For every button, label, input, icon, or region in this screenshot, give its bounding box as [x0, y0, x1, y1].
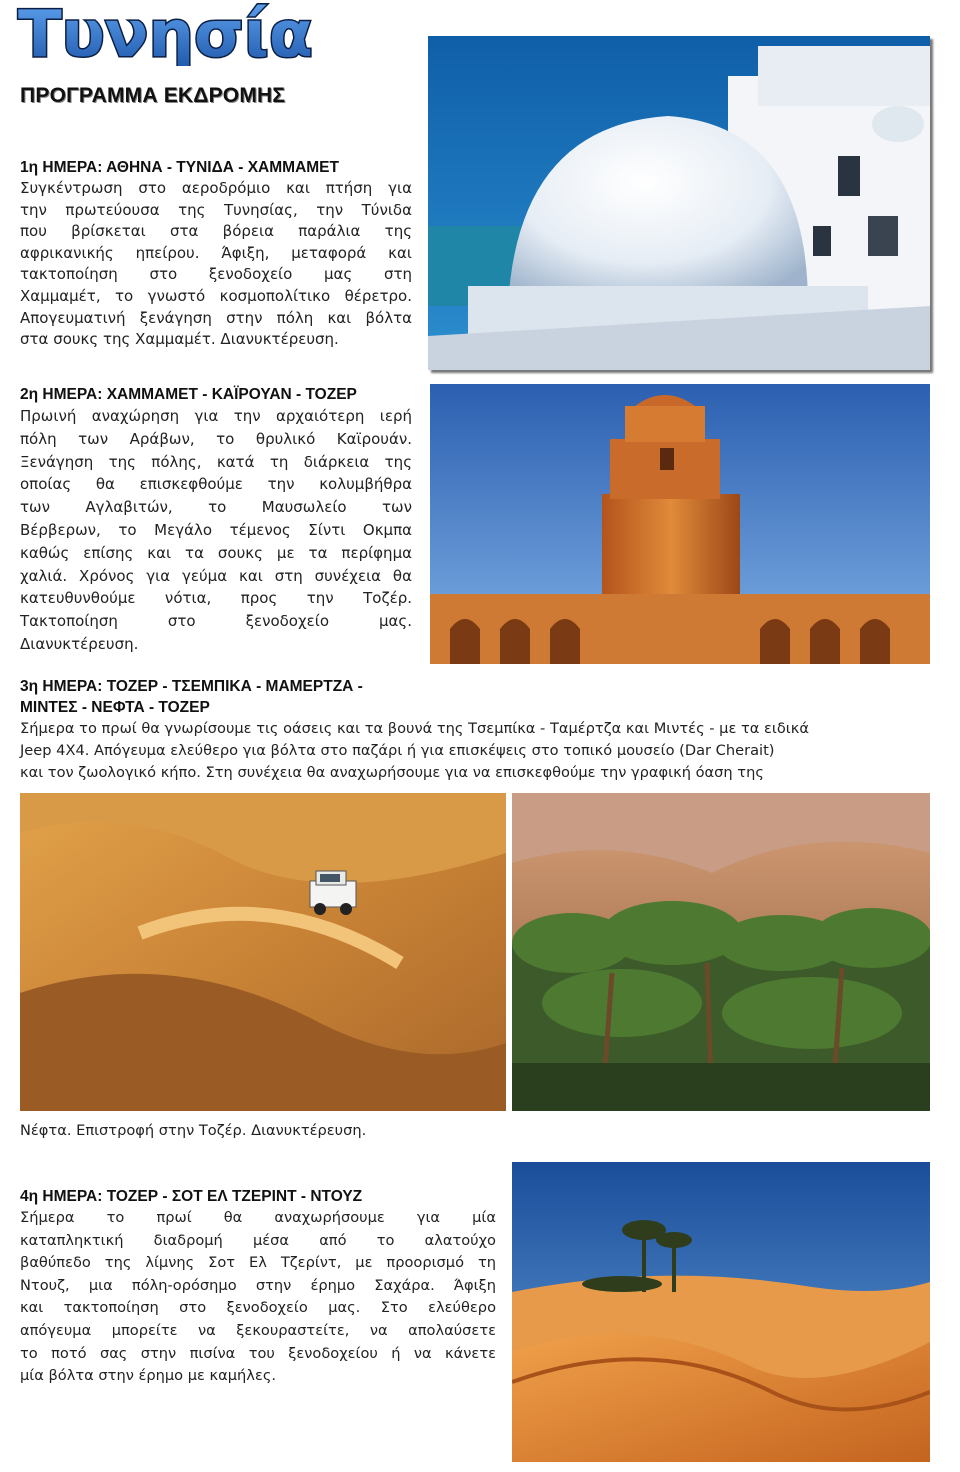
text-line: στα σουκς της Χαμμαμέτ. Διανυκτέρευση.	[20, 330, 339, 349]
text-line: καθώς επίσης και τα σουκς με τα περίφημα	[20, 543, 412, 562]
text-line: Απογευματινή ξενάγηση στην πόλη και βόλτα	[20, 308, 412, 327]
text-line: Ντουζ, μια πόλη-ορόσημο στην έρημο Σαχάρα. Άφιξη	[20, 1276, 496, 1294]
text-line: Συγκέντρωση στο αεροδρόμιο και πτήση για	[20, 179, 412, 197]
day-4-section	[20, 1186, 496, 1388]
text-line: καταπληκτική διαδρομή μέσα από το αλατούχο	[20, 1231, 496, 1249]
day-3-heading-line-1: 3η ΗΜΕΡΑ: ΤΟΖΕΡ - ΤΣΕΜΠΙΚΑ - ΜΑΜΕΡΤΖΑ -	[20, 678, 363, 695]
text-line: χαλιά. Χρόνος για γεύμα και στη συνέχεια θα	[20, 566, 412, 585]
text-line: κατευθυνθούμε νότια, προς την Τοζέρ.	[20, 589, 412, 608]
day-3-heading-line-2: ΜΙΝΤΕΣ - ΝΕΦΤΑ - ΤΟΖΕΡ	[20, 699, 210, 716]
document-title	[14, 0, 344, 66]
program-subtitle: ΠΡΟΓΡΑΜΜΑ ΕΚΔΡΟΜΗΣ	[20, 84, 286, 107]
text-line: Ξενάγηση της πόλης, κατά τη διάρκεια της	[20, 452, 412, 471]
text-line: Χαμμαμέτ, το γνωστό κοσμοπολίτικο θέρετρο.	[20, 286, 412, 305]
day-1-section	[20, 157, 412, 351]
text-line: Βέρβερων, το Μεγάλο τέμενος Σίντι Οκμπα	[20, 520, 412, 539]
text-line: Τακτοποίηση στο ξενοδοχείο μας.	[20, 612, 412, 631]
day-2-text	[20, 405, 412, 656]
text-line: την πρωτεύουσα της Τυνησίας, την Τύνιδα	[20, 200, 412, 219]
text-line: μία βόλτα στην έρημο με καμήλες.	[20, 1367, 277, 1385]
day-2-heading: 2η ΗΜΕΡΑ: ΧΑΜΜΑΜΕΤ - ΚΑΪΡΟΥΑΝ - ΤΟΖΕΡ	[20, 386, 357, 403]
day-4-heading: 4η ΗΜΕΡΑ: ΤΟΖΕΡ - ΣΟΤ ΕΛ ΤΖΕΡΙΝΤ - ΝΤΟΥΖ	[20, 1188, 363, 1205]
day-4-text	[20, 1207, 496, 1388]
text-line: Πρωινή αναχώρηση για την αρχαιότερη ιερή	[20, 407, 412, 425]
text-line: οποίας θα επισκεφθούμε την κολυμβήθρα	[20, 475, 412, 494]
text-line: πόλη των Αράβων, το θρυλικό Καϊρουάν.	[20, 429, 412, 448]
text-line: και τακτοποίηση στο ξενοδοχείο μας. Στο ελεύθερο	[20, 1299, 496, 1317]
text-line: των Αγλαβιτών, το Μαυσωλείο των	[20, 498, 412, 517]
sahara-dunes-photo	[512, 1162, 930, 1462]
day-1-text	[20, 178, 412, 351]
text-line: Jeep 4X4. Απόγευμα ελεύθερο για βόλτα στο παζάρι ή για επισκέψεις στο τοπικό μουσείο (Dar Cherait)	[20, 741, 775, 759]
text-line: Διανυκτέρευση.	[20, 634, 139, 653]
text-line: που βρίσκεται στα βόρεια παράλια της	[20, 222, 412, 241]
text-line: και τον ζωολογικό κήπο. Στη συνέχεια θα αναχωρήσουμε για να επισκεφθούμε την γραφική όαση της	[20, 763, 764, 781]
text-line: Σήμερα το πρωί θα αναχωρήσουμε για μία	[20, 1209, 496, 1226]
day-1-heading: 1η ΗΜΕΡΑ: ΑΘΗΝΑ - ΤΥΝΙΔΑ - ΧΑΜΜΑΜΕΤ	[20, 159, 339, 176]
text-line: τακτοποίηση στο ξενοδοχείο μας στη	[20, 265, 412, 284]
text-line: το ποτό σας στην πισίνα του ξενοδοχείου ή να κάνετε	[20, 1344, 496, 1362]
text-line: απόγευμα μπορείτε να ξεκουραστείτε, να απολαύσετε	[20, 1321, 496, 1339]
day-3-continuation: Νέφτα. Επιστροφή στην Τοζέρ. Διανυκτέρευση.	[20, 1122, 367, 1139]
jeep-desert-photo	[20, 793, 506, 1111]
day-3-text	[20, 718, 952, 783]
text-line: αφρικανικής ηπείρου. Άφιξη, μεταφορά και	[20, 243, 412, 262]
day-2-section	[20, 384, 412, 656]
text-line: βαθύπεδο της λίμνης Σοτ Ελ Τζερίντ, με προορισμό τη	[20, 1254, 496, 1272]
title-text: Τυνησία	[18, 0, 313, 66]
white-dome-photo	[428, 36, 930, 370]
palm-oasis-photo	[512, 793, 930, 1111]
text-line: Σήμερα το πρωί θα γνωρίσουμε τις οάσεις και τα βουνά της Τσεμπίκα - Ταμέρτζα και Μιντές - με τα ειδικά	[20, 720, 809, 737]
kairouan-minaret-photo	[430, 384, 930, 664]
